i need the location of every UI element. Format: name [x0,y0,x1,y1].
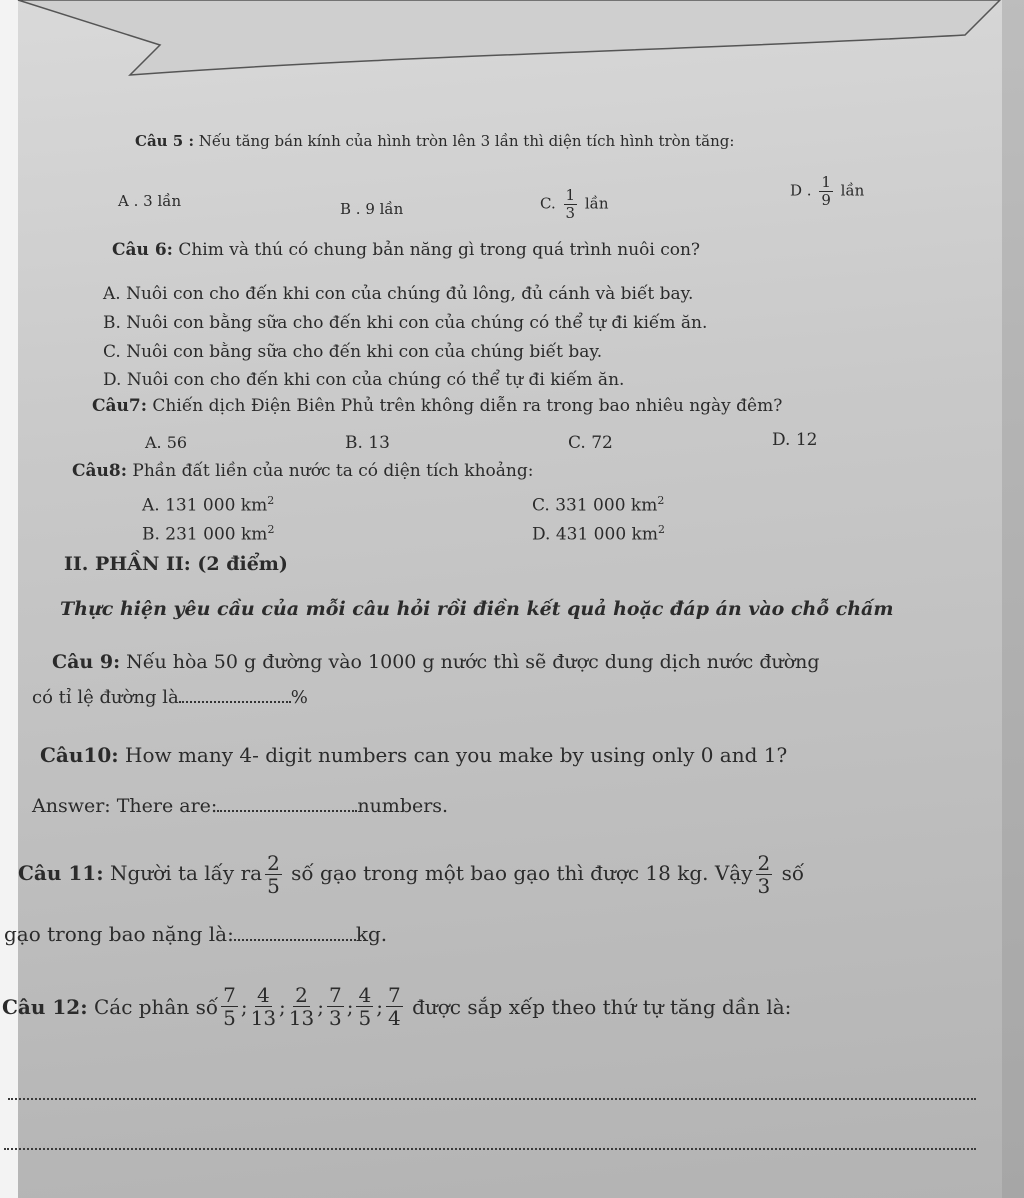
q7-opt-c: C. 72 [568,433,613,453]
q7-question [92,396,782,416]
q7-label: Câu7: [92,396,148,416]
q12-answer-line-1[interactable] [8,1098,976,1100]
q8-opt-b-exponent: 2 [267,523,275,536]
q12-fraction [221,985,238,1028]
fraction-denominator: 13 [288,1006,315,1030]
q8-opt-d [532,523,665,545]
q12-fraction [356,985,373,1028]
q8-opt-d-value: D. 431 000 km [532,524,658,545]
q8-opt-a-value: A. 131 000 km [142,495,268,516]
q11-line2-prefix: gạo trong bao nặng là: [4,922,234,946]
q8-opt-d-exponent: 2 [657,523,665,536]
q8-opt-b [142,523,274,545]
q5-opt-c-fraction [564,188,578,221]
q7-opt-d: D. 12 [772,430,818,450]
q12-fraction [386,985,403,1028]
q5-opt-d-fraction [819,175,833,208]
fraction-separator: ; [240,994,248,1019]
fraction-numerator: 2 [295,983,308,1007]
q11-answer-blank[interactable] [234,925,356,941]
q5-opt-d-suffix: lần [840,181,865,200]
q9-answer-blank[interactable] [179,687,291,703]
q8-opt-c [532,494,664,516]
q9-question [52,651,820,673]
q8-opt-a [142,494,274,516]
fraction-numerator: 4 [358,983,372,1007]
q5-question [135,132,734,150]
q11-fraction-1 [265,853,282,896]
q12-fraction [327,985,344,1028]
q6-label: Câu 6: [112,240,173,260]
q12-text2: được sắp xếp theo thứ tự tăng dần là: [412,994,792,1019]
fraction-denominator: 4 [387,1006,401,1030]
fraction-numerator: 1 [821,173,831,191]
q6-text: Chim và thú có chung bản năng gì trong quá trình nuôi con? [178,240,701,260]
fraction-denominator: 5 [267,874,280,898]
q9-text2-suffix: % [290,687,308,708]
fraction-denominator: 3 [329,1006,342,1030]
q5-opt-b: B . 9 lần [340,200,404,218]
q5-text: Nếu tăng bán kính của hình tròn lên 3 lần thì diện tích hình tròn tăng: [198,132,735,150]
q12-label: Câu 12: [2,994,88,1019]
q6-opt-b: B. Nuôi con bằng sữa cho đến khi con của chúng có thể tự đi kiếm ăn. [103,313,708,333]
q9-text: Nếu hòa 50 g đường vào 1000 g nước thì sẽ được dung dịch nước đường [126,651,820,673]
fraction-separator: ; [376,994,383,1019]
q5-opt-a: A . 3 lần [118,192,182,210]
fraction-denominator: 5 [358,1006,372,1030]
q11-text3: số [781,861,805,885]
q8-question [72,461,533,481]
fraction-denominator: 3 [757,874,771,898]
q5-opt-d-prefix: D . [790,181,812,200]
q12-fraction [251,985,276,1028]
q10-label: Câu10: [40,743,119,767]
q12-question [2,985,791,1028]
fraction-numerator: 7 [387,983,401,1007]
fraction-numerator: 7 [223,983,236,1007]
q8-opt-c-exponent: 2 [657,494,665,507]
q8-opt-c-value: C. 331 000 km [532,495,658,516]
q11-question [18,853,804,896]
q10-answer-blank[interactable] [217,796,357,812]
q5-label: Câu 5 : [135,132,194,150]
q10-question [40,743,787,767]
q12-answer-line-2[interactable] [4,1148,976,1150]
q8-opt-b-value: B. 231 000 km [142,524,268,545]
q10-answer-prefix: Answer: There are: [32,795,218,817]
fraction-separator: ; [346,994,354,1019]
fraction-denominator: 5 [223,1006,236,1030]
q10-answer-line [32,795,448,817]
q11-text2: số gạo trong một bao gạo thì được 18 kg. Vậy [291,861,753,885]
q11-answer-line [4,922,387,946]
q12-fraction [289,985,314,1028]
q10-answer-suffix: numbers. [357,795,449,817]
q7-opt-b: B. 13 [345,433,390,453]
q11-line2-suffix: kg. [355,922,388,946]
fraction-numerator: 2 [267,851,280,875]
q10-text: How many 4- digit numbers can you make by using only 0 and 1? [125,743,788,767]
fraction-numerator: 4 [256,983,270,1007]
q11-fraction-2 [756,853,773,896]
part2-instruction: Thực hiện yêu cầu của mỗi câu hỏi rồi điền kết quả hoặc đáp án vào chỗ chấm [60,598,894,620]
q6-question [112,240,700,260]
fraction-numerator: 2 [757,851,771,875]
paper-fold-shadow [0,0,1024,90]
q5-opt-d [790,175,864,208]
fraction-separator: ; [317,994,324,1019]
q11-label: Câu 11: [18,861,104,885]
fraction-separator: ; [279,994,286,1019]
paper-right-edge [1002,0,1024,1198]
q5-opt-c [540,188,608,221]
q8-opt-a-exponent: 2 [267,494,275,507]
q7-text: Chiến dịch Điện Biên Phủ trên không diễn ra trong bao nhiêu ngày đêm? [152,396,783,416]
fraction-denominator: 3 [565,204,576,222]
q12-text1: Các phân số [93,994,219,1019]
q6-opt-a: A. Nuôi con cho đến khi con của chúng đủ lông, đủ cánh và biết bay. [103,284,694,304]
q11-text1: Người ta lấy ra [109,861,263,885]
q7-opt-a: A. 56 [145,433,188,452]
q5-opt-c-prefix: C. [540,194,556,213]
fraction-numerator: 7 [329,983,342,1007]
q8-label: Câu8: [72,461,128,481]
fraction-denominator: 9 [821,191,831,209]
q6-opt-c: C. Nuôi con bằng sữa cho đến khi con của chúng biết bay. [103,342,603,362]
q5-opt-c-suffix: lần [584,194,609,213]
q6-opt-d: D. Nuôi con cho đến khi con của chúng có thể tự đi kiếm ăn. [103,370,625,390]
q9-label: Câu 9: [52,651,121,673]
fraction-numerator: 1 [565,186,576,204]
fraction-denominator: 13 [250,1006,277,1030]
q9-answer-line [32,687,308,708]
q9-text2-prefix: có tỉ lệ đường là [32,687,179,708]
q12-fraction-list [218,985,406,1028]
part2-title: II. PHẦN II: (2 điểm) [64,553,288,575]
q8-text: Phần đất liền của nước ta có diện tích khoảng: [132,461,534,481]
